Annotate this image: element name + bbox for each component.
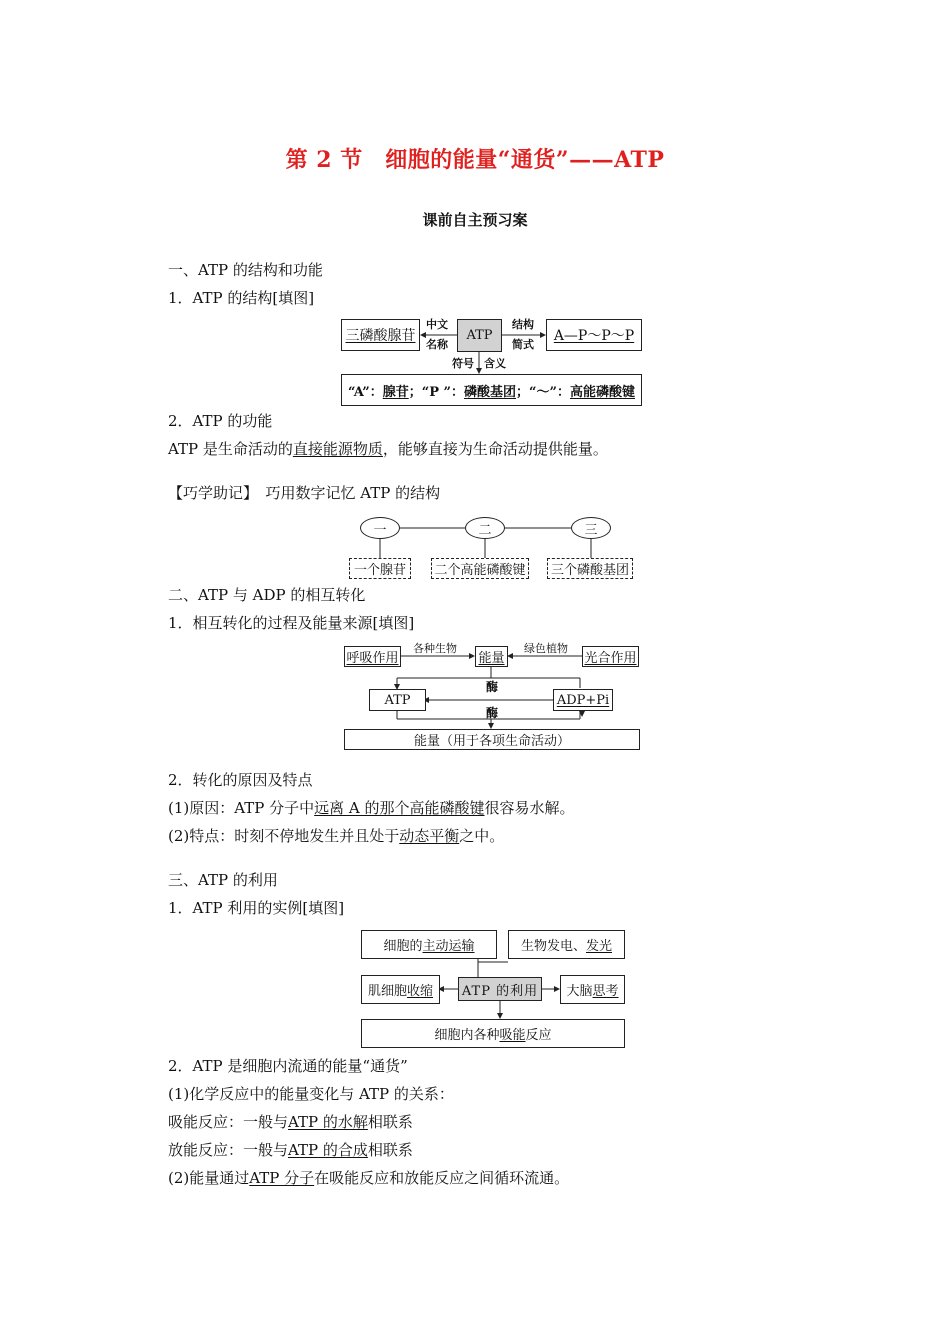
section3-item1: 1．ATP 利用的实例[填图] bbox=[168, 899, 345, 917]
label-jiegou: 结构 bbox=[512, 318, 534, 331]
enzyme-label-1: 酶 bbox=[486, 680, 499, 694]
release-reaction-text: 放能反应：一般与ATP 的合成相联系 bbox=[168, 1141, 413, 1159]
atp-center-box: ATP bbox=[457, 319, 502, 352]
active-transport-box: 细胞的 主动运输 bbox=[361, 930, 497, 959]
memory-node-1: 一 bbox=[360, 517, 400, 539]
memory-node-2: 二 bbox=[465, 517, 505, 539]
section1-item1: 1．ATP 的结构[填图] bbox=[168, 289, 315, 307]
label-green-plants: 绿色植物 bbox=[524, 642, 568, 655]
absorb-reaction-text: 吸能反应：一般与ATP 的水解相联系 bbox=[168, 1113, 413, 1131]
section-subtitle: 课前自主预习案 bbox=[422, 211, 528, 229]
section2-item1: 1．相互转化的过程及能量来源[填图] bbox=[168, 614, 415, 632]
energy-use-box: 能量（用于各项生命活动） bbox=[344, 729, 640, 750]
section3-heading: 三、ATP 的利用 bbox=[168, 871, 278, 889]
section2-item2: 2．转化的原因及特点 bbox=[168, 771, 313, 789]
label-zhongwen: 中文 bbox=[426, 318, 448, 331]
atp-chinese-name-box: 三磷酸腺苷 bbox=[341, 319, 420, 351]
muscle-contraction-box: 肌细胞 收缩 bbox=[361, 975, 440, 1004]
section2-heading: 二、ATP 与 ADP 的相互转化 bbox=[168, 586, 366, 604]
endergonic-reactions-box: 细胞内各种 吸能 反应 bbox=[361, 1019, 625, 1048]
memory-box-2: 二个高能磷酸键 bbox=[431, 558, 529, 579]
section3-item2: 2．ATP 是细胞内流通的能量“通货” bbox=[168, 1057, 408, 1075]
memory-tip-title: 【巧学助记】 巧用数字记忆 ATP 的结构 bbox=[168, 484, 441, 502]
label-mingcheng: 名称 bbox=[426, 338, 448, 351]
memory-node-3: 三 bbox=[571, 517, 611, 539]
respiration-box: 呼吸作用 bbox=[344, 646, 401, 667]
energy-box: 能量 bbox=[475, 646, 508, 667]
photosynthesis-box: 光合作用 bbox=[582, 646, 639, 667]
enzyme-label-2: 酶 bbox=[486, 706, 499, 720]
brain-thinking-box: 大脑 思考 bbox=[560, 975, 625, 1004]
section1-item2: 2．ATP 的功能 bbox=[168, 412, 273, 430]
feature-text: (2)特点：时刻不停地发生并且处于动态平衡之中。 bbox=[168, 827, 505, 845]
adp-pi-box: ADP+Pi bbox=[553, 689, 613, 711]
atp-function-text: ATP 是生命活动的直接能源物质，能够直接为生命活动提供能量。 bbox=[168, 440, 608, 458]
section1-heading: 一、ATP 的结构和功能 bbox=[168, 261, 323, 279]
label-hanyi: 含义 bbox=[484, 357, 506, 370]
bioelectric-box: 生物发电、 发光 bbox=[508, 930, 625, 959]
atp-meaning-box: “A”： 腺苷 ；“P ”： 磷酸基团 ；“～”： 高能磷酸键 bbox=[341, 374, 642, 406]
atp-utilization-center: ATP 的利用 bbox=[458, 977, 542, 1001]
atp-formula-box: A—P～P～P bbox=[546, 319, 642, 351]
reason-text: (1)原因：ATP 分子中远离 A 的那个高能磷酸键很容易水解。 bbox=[168, 799, 575, 817]
energy-flow-text: (2)能量通过ATP 分子在吸能反应和放能反应之间循环流通。 bbox=[168, 1169, 570, 1187]
page-title: 第 2 节 细胞的能量“通货”——ATP bbox=[285, 147, 665, 173]
label-all-organisms: 各种生物 bbox=[413, 642, 457, 655]
label-jianshi: 简式 bbox=[512, 338, 534, 351]
memory-box-1: 一个腺苷 bbox=[349, 558, 411, 579]
section3-sub1: (1)化学反应中的能量变化与 ATP 的关系： bbox=[168, 1085, 454, 1103]
label-fuhao: 符号 bbox=[452, 357, 474, 370]
atp-box: ATP bbox=[369, 689, 426, 711]
memory-box-3: 三个磷酸基团 bbox=[547, 558, 633, 579]
